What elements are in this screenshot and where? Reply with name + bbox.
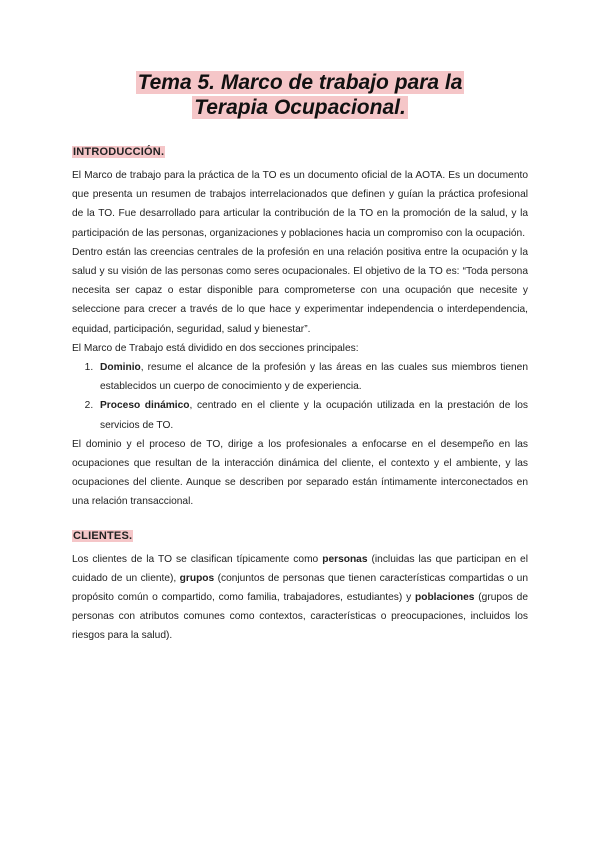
document-page	[72, 70, 528, 646]
list-item-term: Dominio	[100, 362, 141, 374]
clients-term-personas: personas	[322, 553, 368, 565]
list-item-term: Proceso dinámico	[100, 400, 190, 412]
intro-paragraph-1: El Marco de trabajo para la práctica de la TO es un documento oficial de la AOTA. Es un documento que presenta un resumen de trabajos interrelacionados que definen y guían la práctica profesional de la TO. Fue desarrollado para articular la contribución de la TO en la promoción de la salud, y la participación de las personas, organizaciones y poblaciones hacia un compromiso con la ocupación.	[72, 170, 528, 239]
intro-paragraph-2: Dentro están las creencias centrales de la profesión en una relación positiva entre la ocupación y la salud y su visión de las personas como seres ocupacionales. El objetivo de la TO es: “Toda persona necesita ser capaz o estar disponible para comprometerse con una ocupación que necesite y seleccione para crecer a través de lo que hace y experimentar independencia o interdependencia, equidad, participación, seguridad, salud y bienestar”.	[72, 246, 528, 335]
title-line-1: Tema 5. Marco de trabajo para la	[137, 71, 463, 94]
list-item-text: , resume el alcance de la profesión y las áreas en las cuales sus miembros tienen establecidos un cuerpo de conocimiento y de experiencia.	[100, 362, 528, 393]
intro-paragraph-4: El dominio y el proceso de TO, dirige a los profesionales a enfocarse en el desempeño en las ocupaciones que resultan de la interacción dinámica del cliente, el contexto y el ambiente, y las ocupaciones del cliente. Aunque se describen por separado están íntimamente interconectados en una relación transaccional.	[72, 438, 528, 508]
clients-term-grupos: grupos	[179, 572, 215, 584]
section-introduccion	[72, 142, 528, 512]
document-title	[72, 70, 528, 120]
clients-text-3: (conjuntos de personas que tienen características compartidas o un propósito común o compartido, como familia, trabajadores, estudiantes) y	[72, 572, 528, 604]
intro-paragraph-3: El Marco de Trabajo está dividido en dos secciones principales:	[72, 342, 359, 354]
section-clientes	[72, 526, 528, 646]
clients-text-4: (grupos de personas con atributos comunes como contextos, características o preocupaciones, incluidos los riesgos para la salud).	[72, 592, 528, 642]
sections-list	[72, 358, 528, 435]
clients-paragraph	[72, 550, 528, 646]
clients-term-poblaciones: poblaciones	[415, 592, 475, 604]
clients-text-2: (incluidas las que participan en el cuidado de un cliente),	[72, 553, 528, 584]
section-heading-introduccion: INTRODUCCIÓN.	[73, 146, 165, 158]
title-line-2: Terapia Ocupacional.	[194, 96, 406, 119]
list-item	[96, 396, 528, 434]
section-heading-clientes: CLIENTES.	[73, 529, 133, 542]
list-item-text: , centrado en el cliente y la ocupación utilizada en la prestación de los servicios de TO.	[100, 400, 528, 431]
clients-text-1: Los clientes de la TO se clasifican típicamente como	[72, 553, 323, 565]
list-item	[96, 358, 528, 396]
